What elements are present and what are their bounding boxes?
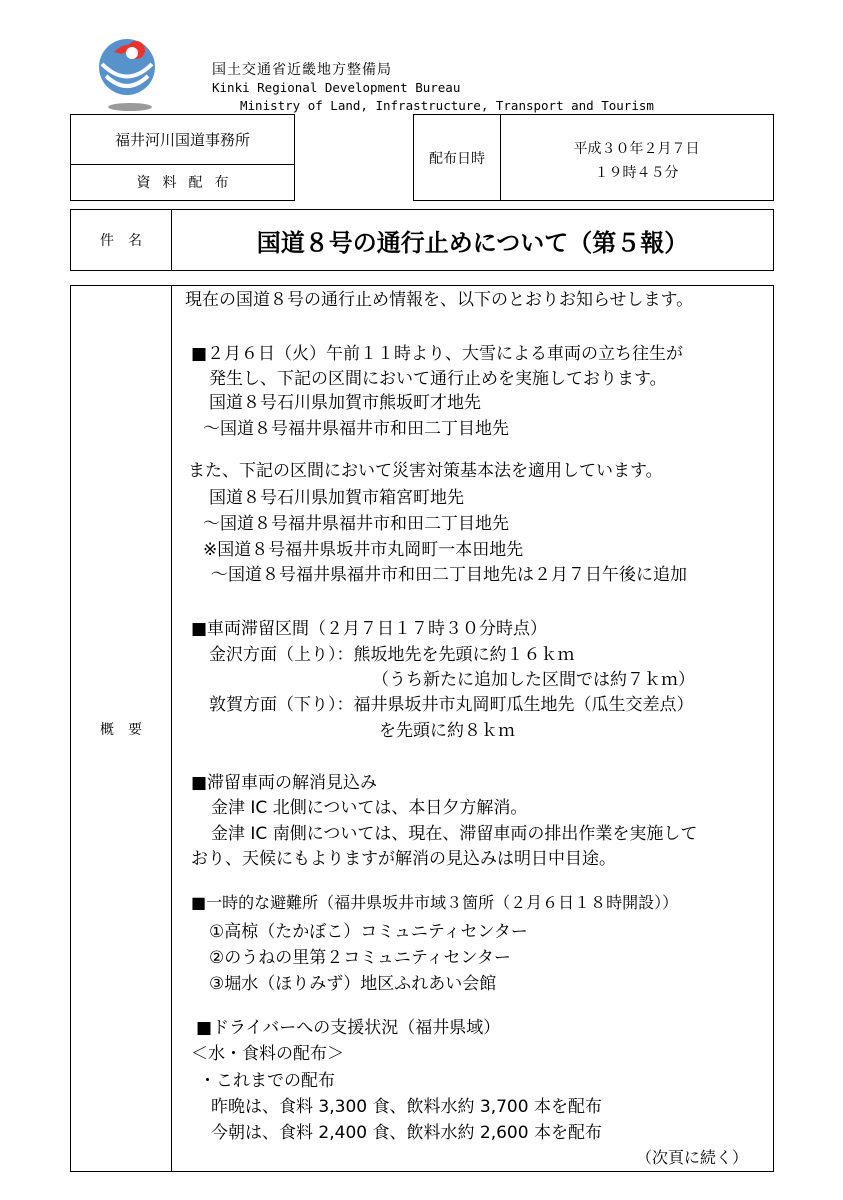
ministry-name-en: Ministry of Land, Infrastructure, Transport and Tourism [240, 98, 654, 113]
summary-line: 国道８号石川県加賀市熊坂町才地先 [209, 393, 481, 413]
continued-note: （次頁に続く） [636, 1148, 749, 1167]
summary-line: ■一時的な避難所（福井県坂井市域３箇所（２月６日１８時開設）） [191, 893, 679, 912]
summary-line: ③堀水（ほりみず）地区ふれあい会館 [209, 974, 497, 994]
summary-line: おり、天候にもよりますが解消の見込みは明日中目途。 [191, 849, 616, 869]
summary-line: 今朝は、食料 2,400 食、飲料水約 2,600 本を配布 [211, 1123, 602, 1143]
org-name-jp: 国土交通省近畿地方整備局 [212, 62, 392, 78]
summary-line: ■車両滞留区間（２月７日１７時３０分時点） [191, 619, 548, 639]
summary-label: 概要 [71, 286, 172, 1171]
summary-line: ②のうねの里第２コミュニティセンター [209, 948, 511, 968]
summary-line: ・これまでの配布 [199, 1071, 335, 1091]
summary-line: ～国道８号福井県福井市和田二丁目地先は２月７日午後に追加 [211, 565, 687, 585]
summary-line: 金津 IC 南側については、現在、滞留車両の排出作業を実施して [211, 824, 698, 844]
document-type: 資料配布 [136, 175, 241, 191]
distribution-time: １９時４５分 [594, 165, 679, 181]
distribution-date: 平成３０年２月７日 [573, 141, 700, 157]
subject-title: 国道８号の通行止めについて（第５報） [256, 228, 689, 257]
summary-line: ＜水・食料の配布＞ [191, 1044, 344, 1064]
summary-line: ①高椋（たかぼこ）コミュニティセンター [209, 922, 528, 942]
subject-label: 件名 [71, 210, 172, 270]
summary-line: 金津 IC 北側については、本日夕方解消。 [211, 798, 528, 818]
org-name-en: Kinki Regional Development Bureau [212, 80, 461, 95]
summary-line: ■滞留車両の解消見込み [191, 773, 378, 793]
summary-line: ～国道８号福井県福井市和田二丁目地先 [203, 419, 509, 439]
summary-line: 昨晩は、食料 3,300 食、飲料水約 3,700 本を配布 [211, 1097, 602, 1117]
summary-line: 敦賀方面（下り）：福井県坂井市丸岡町瓜生地先（瓜生交差点） [209, 695, 694, 715]
subject-box [70, 209, 774, 271]
summary-intro: 現在の国道８号の通行止め情報を、以下のとおりお知らせします。 [185, 290, 694, 310]
distribution-label: 配布日時 [414, 115, 501, 200]
summary-line: ※国道８号福井県坂井市丸岡町一本田地先 [203, 540, 524, 560]
bureau-logo [92, 34, 162, 114]
summary-line: ～国道８号福井県福井市和田二丁目地先 [203, 514, 509, 534]
office-name: 福井河川国道事務所 [71, 115, 294, 165]
summary-line: を先頭に約８ｋｍ [379, 721, 515, 741]
distribution-value [500, 115, 773, 200]
summary-line: （うち新たに追加した区間では約７ｋｍ） [372, 670, 695, 690]
summary-line: 国道８号石川県加賀市箱宮町地先 [209, 488, 464, 508]
distribution-box [413, 114, 774, 201]
summary-line: ■２月６日（火）午前１１時より、大雪による車両の立ち往生が [191, 344, 684, 364]
summary-line: また、下記の区間において災害対策基本法を適用しています。 [188, 461, 663, 481]
office-box [70, 114, 295, 201]
summary-line: ■ドライバーへの支援状況（福井県域） [196, 1018, 501, 1038]
summary-line: 金沢方面（上り）：熊坂地先を先頭に約１６ｋｍ [209, 645, 575, 665]
summary-line: 発生し、下記の区間において通行止めを実施しております。 [209, 369, 667, 389]
